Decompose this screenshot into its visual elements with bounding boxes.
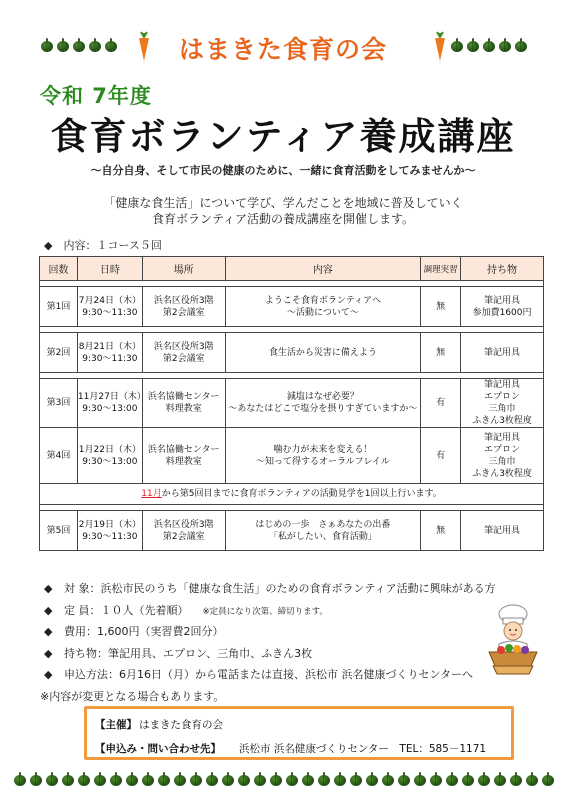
organizer-name: はまきた食育の会 [139,719,223,731]
session-datetime [77,287,142,327]
content-line: ～知って得するオーラルフレイル [255,456,390,467]
pumpkin-icon [46,775,58,786]
list-item [44,578,544,600]
place-line: 料理教室 [165,456,202,467]
fiscal-year: 令和 7年度 [40,84,152,108]
belongings-text: 持ち物：筆記用具、エプロン、三角巾、ふきん3枚 [64,646,313,660]
intro-text [0,195,566,227]
column-header: 場所 [142,257,225,281]
pumpkin-icon [73,41,85,52]
table-row [40,379,544,428]
item-line: エプロン [484,444,521,455]
pumpkin-icon [78,775,90,786]
pumpkin-icon [483,41,495,52]
application-text: 申込方法：6月16日（月）から電話または直接、浜松市 浜名健康づくりセンターへ [64,668,474,681]
pumpkin-icon [398,775,410,786]
content-line: 減塩はなぜ必要？ [286,392,359,402]
place-line: 浜名区役所3階 [153,519,214,530]
pumpkin-icon [446,775,458,786]
session-cooking: 有 [421,428,461,484]
pumpkin-icon [451,41,463,52]
session-content [225,511,421,551]
session-datetime [77,333,142,373]
session-time: 9:30～11:30 [82,353,138,364]
pumpkin-icon [174,775,186,786]
item-line: エプロン [484,392,521,402]
pumpkin-icon [286,775,298,786]
intro-line: 食育ボランティア活動の養成講座を開催します。 [151,212,415,226]
session-cooking: 無 [421,511,461,551]
table-note-row [40,484,544,505]
content-summary: ◆ 内容：１コース５回 [44,239,162,252]
pumpkin-icon [542,775,554,786]
column-header: 内容 [225,257,421,281]
pumpkin-icon [414,775,426,786]
session-items [461,287,544,327]
column-header: 持ち物 [461,257,544,281]
intro-line: 「健康な食生活」について学び、学んだことを地域に普及していく [103,196,463,210]
session-cooking: 無 [421,333,461,373]
content-line: はじめの一歩 さぁあなたの出番 [255,519,391,530]
pumpkin-icon [510,775,522,786]
session-date: 1月22日（木） [78,444,141,455]
session-content [225,428,421,484]
list-item [44,643,544,665]
column-header: 日時 [77,257,142,281]
details-list [40,578,544,707]
pumpkin-icon [126,775,138,786]
column-header: 回数 [40,257,78,281]
pumpkin-icon [190,775,202,786]
pumpkin-icon [41,41,53,52]
pumpkin-icon [499,41,511,52]
session-content [225,333,421,373]
list-item [44,621,544,643]
content-line: 「私がしたい、食育活動」 [268,531,377,542]
content-line: ～あなたはどこで塩分を摂りすぎていますか～ [228,404,418,414]
session-date: 2月19日（木） [78,519,141,530]
item-line: 筆記用具 [484,525,521,536]
session-cooking: 無 [421,287,461,327]
table-header-row [40,257,544,281]
footnote: ※内容が変更となる場合もあります。 [40,689,225,703]
session-time: 9:30～13:00 [82,404,138,414]
session-time: 9:30～11:30 [82,307,138,318]
session-date: 8月21日（木） [78,341,141,352]
table-row [40,287,544,327]
session-items [461,379,544,428]
contact-info: 浜松市 浜名健康づくりセンター TEL：585－1171 [239,743,487,755]
schedule-table [39,256,544,551]
content-line: ようこそ食育ボランティアへ [264,295,381,306]
pumpkin-icon [62,775,74,786]
item-line: 筆記用具 [484,432,521,443]
diamond-icon: ◆ [44,603,53,617]
pumpkin-icon [270,775,282,786]
place-line: 料理教室 [165,404,202,414]
table-row [40,333,544,373]
session-items [461,428,544,484]
pumpkin-icon [222,775,234,786]
session-content [225,287,421,327]
organizer-row [95,717,223,732]
note-text: から第5回目までに食育ボランティアの活動見学を1回以上行います。 [161,489,442,499]
capacity-text: 定 員：１０人（先着順） [64,603,189,617]
place-line: 浜名区役所3階 [153,295,214,306]
list-item [44,600,544,622]
note-month: 11月 [141,489,162,499]
item-line: 筆記用具 [484,380,521,390]
session-datetime [77,428,142,484]
session-place [142,511,225,551]
item-line: 参加費1600円 [472,307,532,318]
session-place [142,428,225,484]
session-time: 9:30～13:00 [82,456,138,467]
pumpkin-icon [89,41,101,52]
fee-text: 費用：1,600円（実習費2回分） [64,625,224,638]
page-title: 食育ボランティア養成講座 [50,115,516,158]
session-cooking: 有 [421,379,461,428]
session-number: 第5回 [40,511,78,551]
pumpkin-icon [526,775,538,786]
pumpkin-icon [105,41,117,52]
pumpkin-icon [238,775,250,786]
content-line: 噛む力が未来を変える！ [273,444,373,455]
pumpkin-icon [478,775,490,786]
pumpkin-icon [142,775,154,786]
pumpkin-icon [515,41,527,52]
diamond-icon: ◆ [44,646,53,660]
carrot-icon [434,30,446,62]
place-line: 第2会議室 [162,531,205,542]
session-number: 第1回 [40,287,78,327]
pumpkin-icon [158,775,170,786]
pumpkin-icon [30,775,42,786]
item-line: 三角巾 [488,456,516,467]
pumpkin-icon [318,775,330,786]
club-title: はまきた食育の会 [178,35,387,64]
contact-row [95,741,486,756]
table-row [40,428,544,484]
diamond-icon: ◆ [44,582,53,595]
target-text: 対 象：浜松市民のうち「健康な食生活」のための食育ボランティア活動に興味がある方 [64,582,496,595]
session-number: 第4回 [40,428,78,484]
pumpkin-icon [206,775,218,786]
session-content [225,379,421,428]
content-line: ～活動について～ [287,307,359,318]
pumpkin-icon [94,775,106,786]
pumpkin-icon [334,775,346,786]
session-number: 第3回 [40,379,78,428]
pumpkin-icon [462,775,474,786]
contact-label: 【申込み・問い合わせ先】 [95,743,221,755]
pumpkin-icon [254,775,266,786]
item-line: 筆記用具 [484,295,521,306]
place-line: 浜名協働センター [147,392,220,402]
pumpkin-icon [494,775,506,786]
session-datetime [77,379,146,428]
place-line: 浜名区役所3階 [153,341,214,352]
list-item [44,664,544,686]
pumpkin-icon [110,775,122,786]
pumpkin-icon [467,41,479,52]
item-line: ふきん3枚程度 [472,468,532,479]
place-line: 浜名協働センター [147,444,220,455]
pumpkin-icon [382,775,394,786]
column-header: 調理実習 [421,257,461,281]
place-line: 第2会議室 [162,353,205,364]
session-items [461,333,544,373]
session-number: 第2回 [40,333,78,373]
session-place [142,333,225,373]
organizer-label: 【主催】 [95,719,137,731]
pumpkin-icon [57,41,69,52]
chef-illustration [483,604,543,676]
content-line: 食生活から災害に備えよう [268,347,377,358]
diamond-icon: ◆ [44,625,53,638]
pumpkin-icon [302,775,314,786]
diamond-icon: ◆ [44,668,53,681]
session-date: 11月27日（木） [77,392,146,402]
table-row [40,511,544,551]
session-place [142,379,225,428]
carrot-icon [138,30,150,62]
item-line: 筆記用具 [484,347,521,358]
capacity-note: ※定員になり次第、締切ります。 [202,606,328,617]
place-line: 第2会議室 [162,307,205,318]
contact-box [84,706,514,760]
session-time: 9:30～11:30 [82,531,138,542]
item-line: ふきん3枚程度 [472,416,532,426]
session-date: 7月24日（木） [78,295,141,306]
pumpkin-icon [350,775,362,786]
pumpkin-icon [366,775,378,786]
item-line: 三角巾 [488,404,516,414]
pumpkin-icon [14,775,26,786]
session-items [461,511,544,551]
subtitle: ～自分自身、そして市民の健康のために、一緒に食育活動をしてみませんか～ [90,164,476,177]
pumpkin-icon [430,775,442,786]
table-note [40,484,544,505]
session-datetime [77,511,142,551]
session-place [142,287,225,327]
